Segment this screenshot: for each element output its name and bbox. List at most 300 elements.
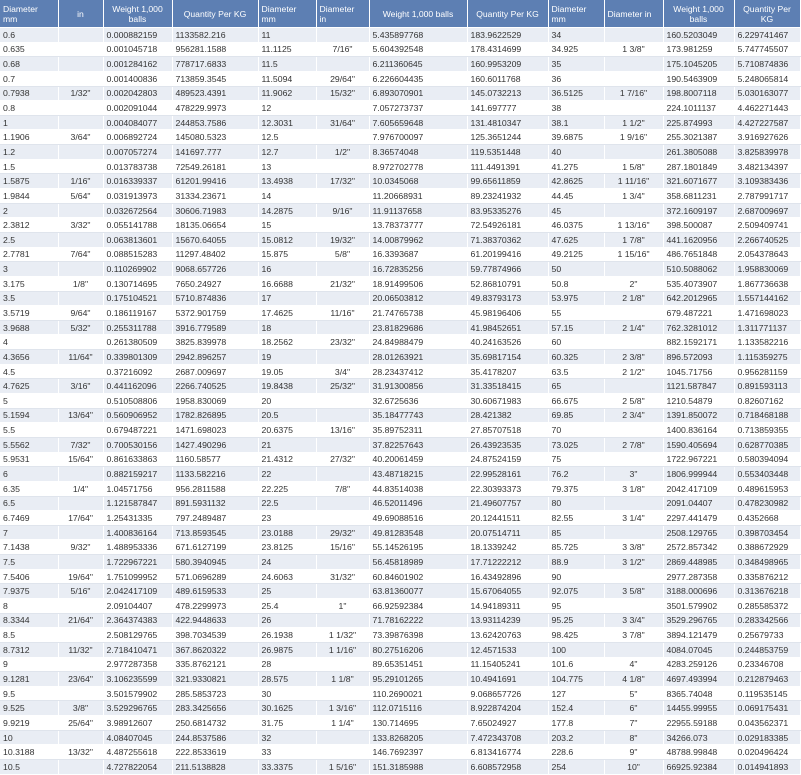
table-cell: 31334.23671	[172, 189, 258, 204]
table-cell	[316, 584, 369, 599]
table-cell: 1.133582216	[734, 335, 800, 350]
table-cell: 1 5/16"	[316, 760, 369, 775]
table-cell: 0.186119167	[103, 306, 172, 321]
table-cell: 21.4312	[258, 452, 316, 467]
table-cell: 0.212879463	[734, 672, 800, 687]
table-row	[0, 320, 800, 335]
table-cell: 2942.896257	[172, 350, 258, 365]
table-cell: 4 1/8"	[604, 672, 663, 687]
table-cell: 2869.448985	[663, 555, 734, 570]
table-cell	[316, 730, 369, 745]
table-cell: 57.15	[548, 320, 604, 335]
table-cell: 85.725	[548, 540, 604, 555]
table-cell: 98.425	[548, 628, 604, 643]
table-cell: 0.130714695	[103, 276, 172, 291]
table-cell: 8	[0, 598, 58, 613]
table-cell: 0.006892724	[103, 130, 172, 145]
table-cell: 33	[258, 745, 316, 760]
table-cell: 11/64"	[58, 350, 103, 365]
table-cell: 5.030163077	[734, 86, 800, 101]
table-cell: 177.8	[548, 716, 604, 731]
table-cell: 3 3/8"	[604, 540, 663, 555]
table-cell: 20.07514711	[467, 525, 548, 540]
table-cell: 489.6159533	[172, 584, 258, 599]
table-cell: 535.4073907	[663, 276, 734, 291]
table-cell	[316, 189, 369, 204]
table-cell: 71.78162222	[369, 613, 467, 628]
table-cell	[604, 452, 663, 467]
table-cell: 17.71222212	[467, 555, 548, 570]
table-cell: 1160.58577	[172, 452, 258, 467]
table-cell	[58, 335, 103, 350]
table-cell: 43.48718215	[369, 467, 467, 482]
table-cell: 28	[258, 657, 316, 672]
table-cell: 46.52011496	[369, 496, 467, 511]
table-cell: 1 7/8"	[604, 232, 663, 247]
table-cell: 80.27516206	[369, 642, 467, 657]
table-cell: 4.5	[0, 364, 58, 379]
table-cell: 18.1339242	[467, 540, 548, 555]
table-cell: 211.5138828	[172, 760, 258, 775]
table-cell: 372.1609197	[663, 203, 734, 218]
table-cell: 19/64"	[58, 569, 103, 584]
table-cell: 2977.287358	[663, 569, 734, 584]
table-cell: 1/4"	[58, 481, 103, 496]
table-cell	[58, 203, 103, 218]
table-cell: 7.9375	[0, 584, 58, 599]
table-cell: 44.45	[548, 189, 604, 204]
table-cell: 40	[548, 145, 604, 160]
header-row	[0, 0, 800, 28]
table-cell: 19.05	[258, 364, 316, 379]
table-cell: 11297.48402	[172, 247, 258, 262]
table-cell: 4697.493994	[663, 672, 734, 687]
table-cell: 22	[258, 467, 316, 482]
table-cell: 2	[0, 203, 58, 218]
table-cell: 14.94189311	[467, 598, 548, 613]
table-cell: 3.482134397	[734, 159, 800, 174]
table-cell: 12.3031	[258, 115, 316, 130]
table-cell: 224.1011137	[663, 101, 734, 116]
table-cell: 1.958830069	[734, 262, 800, 277]
table-cell: 3/8"	[58, 701, 103, 716]
table-cell: 244.8537586	[172, 730, 258, 745]
table-cell: 228.6	[548, 745, 604, 760]
table-cell: 16.43492896	[467, 569, 548, 584]
table-cell	[604, 642, 663, 657]
table-row	[0, 394, 800, 409]
table-cell: 2508.129765	[663, 525, 734, 540]
table-cell	[58, 467, 103, 482]
table-cell: 0.580394094	[734, 452, 800, 467]
table-cell: 4"	[604, 657, 663, 672]
table-cell	[58, 262, 103, 277]
table-cell: 254	[548, 760, 604, 775]
table-cell: 22.99528161	[467, 467, 548, 482]
table-cell: 0.255311788	[103, 320, 172, 335]
table-cell: 11.5	[258, 57, 316, 72]
table-cell: 0.82607162	[734, 394, 800, 409]
table-cell: 104.775	[548, 672, 604, 687]
header-weight-1: Weight 1,000 balls	[103, 0, 172, 28]
table-cell: 10.3188	[0, 745, 58, 760]
table-cell: 2.977287358	[103, 657, 172, 672]
table-cell: 0.441162096	[103, 379, 172, 394]
table-cell: 60.325	[548, 350, 604, 365]
table-cell: 3.5	[0, 291, 58, 306]
table-cell: 5/32"	[58, 320, 103, 335]
table-cell: 3894.121479	[663, 628, 734, 643]
table-cell: 1.5875	[0, 174, 58, 189]
table-cell: 55	[548, 306, 604, 321]
table-cell: 23.8125	[258, 540, 316, 555]
table-cell: 797.2489487	[172, 511, 258, 526]
table-cell	[316, 496, 369, 511]
table-cell: 1 1/8"	[316, 672, 369, 687]
table-cell: 15/64"	[58, 452, 103, 467]
table-cell: 1210.54879	[663, 394, 734, 409]
table-cell: 2 1/4"	[604, 320, 663, 335]
table-cell: 11.91137658	[369, 203, 467, 218]
table-cell: 30.60671983	[467, 394, 548, 409]
table-cell: 486.7651848	[663, 247, 734, 262]
table-cell: 0.8	[0, 101, 58, 116]
table-row	[0, 686, 800, 701]
table-cell: 35.89752311	[369, 423, 467, 438]
table-cell: 956.2811588	[172, 481, 258, 496]
table-row	[0, 408, 800, 423]
table-cell: 0.020496424	[734, 745, 800, 760]
table-cell: 1.25431335	[103, 511, 172, 526]
table-cell	[58, 115, 103, 130]
table-cell: 4.487255618	[103, 745, 172, 760]
table-cell: 0.861633863	[103, 452, 172, 467]
table-cell: 1/32"	[58, 86, 103, 101]
table-cell: 0.398703454	[734, 525, 800, 540]
table-row	[0, 350, 800, 365]
table-cell: 28.23437412	[369, 364, 467, 379]
table-cell: 3529.296765	[663, 613, 734, 628]
table-cell: 133.8268205	[369, 730, 467, 745]
table-cell: 4.08407045	[103, 730, 172, 745]
table-cell: 0.043562371	[734, 716, 800, 731]
table-cell: 642.2012965	[663, 291, 734, 306]
table-cell: 95	[548, 598, 604, 613]
table-cell: 250.6814732	[172, 716, 258, 731]
table-cell: 141.697777	[467, 101, 548, 116]
table-cell: 1.867736638	[734, 276, 800, 291]
table-cell: 60.84601902	[369, 569, 467, 584]
table-cell: 24.84988479	[369, 335, 467, 350]
table-cell: 13.93114239	[467, 613, 548, 628]
table-cell: 7.605659648	[369, 115, 467, 130]
table-cell: 183.9622529	[467, 28, 548, 43]
table-cell: 283.3425656	[172, 701, 258, 716]
table-cell: 4084.07045	[663, 642, 734, 657]
table-cell: 11/32"	[58, 642, 103, 657]
table-cell: 7.65024927	[467, 716, 548, 731]
table-cell: 10.4941691	[467, 672, 548, 687]
table-cell: 422.9448633	[172, 613, 258, 628]
table-cell: 35.18477743	[369, 408, 467, 423]
table-cell: 2 1/8"	[604, 291, 663, 306]
table-cell: 1.557144162	[734, 291, 800, 306]
table-cell	[58, 145, 103, 160]
table-cell: 5.710874836	[734, 57, 800, 72]
table-cell: 478.2299973	[172, 598, 258, 613]
table-cell: 49.2125	[548, 247, 604, 262]
table-cell: 8365.74048	[663, 686, 734, 701]
table-cell: 6.226604435	[369, 71, 467, 86]
table-cell: 28.421382	[467, 408, 548, 423]
table-cell	[604, 101, 663, 116]
table-cell: 2.364374383	[103, 613, 172, 628]
table-cell: 18	[258, 320, 316, 335]
table-cell: 10"	[604, 760, 663, 775]
table-cell: 15670.64055	[172, 232, 258, 247]
header-weight-2: Weight 1,000 balls	[369, 0, 467, 28]
table-row	[0, 569, 800, 584]
table-cell: 2.508129765	[103, 628, 172, 643]
table-cell: 1806.999944	[663, 467, 734, 482]
table-cell: 5	[0, 394, 58, 409]
table-row	[0, 379, 800, 394]
table-cell: 6.5	[0, 496, 58, 511]
table-cell	[316, 159, 369, 174]
table-cell: 441.1620956	[663, 232, 734, 247]
table-cell: 11.5094	[258, 71, 316, 86]
table-cell: 69.85	[548, 408, 604, 423]
table-cell: 119.5351448	[467, 145, 548, 160]
table-cell: 40.20061459	[369, 452, 467, 467]
table-row	[0, 745, 800, 760]
header-diameter-in-1: in	[58, 0, 103, 28]
table-cell	[316, 437, 369, 452]
table-row	[0, 540, 800, 555]
table-cell: 70	[548, 423, 604, 438]
table-cell	[316, 320, 369, 335]
table-row	[0, 203, 800, 218]
table-row	[0, 262, 800, 277]
table-cell: 17/32"	[316, 174, 369, 189]
table-row	[0, 145, 800, 160]
table-cell: 2572.857342	[663, 540, 734, 555]
table-cell: 11	[258, 28, 316, 43]
table-cell: 3501.579902	[663, 598, 734, 613]
table-cell: 0.339801309	[103, 350, 172, 365]
table-cell: 0.713859355	[734, 423, 800, 438]
table-cell: 65	[548, 379, 604, 394]
table-cell: 1 1/2"	[604, 115, 663, 130]
table-row	[0, 642, 800, 657]
table-cell: 73.025	[548, 437, 604, 452]
table-cell: 12.7	[258, 145, 316, 160]
table-cell: 2042.417109	[663, 481, 734, 496]
table-cell: 2.09104407	[103, 598, 172, 613]
table-cell: 125.3651244	[467, 130, 548, 145]
table-cell: 32	[258, 730, 316, 745]
table-cell	[58, 686, 103, 701]
table-row	[0, 276, 800, 291]
table-cell: 3.916927626	[734, 130, 800, 145]
table-cell: 30606.71983	[172, 203, 258, 218]
table-cell: 27/32"	[316, 452, 369, 467]
table-row	[0, 613, 800, 628]
table-cell: 0.7	[0, 71, 58, 86]
table-cell: 1391.850072	[663, 408, 734, 423]
table-cell: 95.29101265	[369, 672, 467, 687]
table-cell	[58, 657, 103, 672]
table-cell: 2.509409741	[734, 218, 800, 233]
table-cell: 1427.490296	[172, 437, 258, 452]
table-cell: 0.7938	[0, 86, 58, 101]
table-cell: 244853.7586	[172, 115, 258, 130]
table-cell: 6.7469	[0, 511, 58, 526]
table-cell: 1 3/8"	[604, 42, 663, 57]
table-cell: 17.4625	[258, 306, 316, 321]
table-cell: 0.956281159	[734, 364, 800, 379]
table-cell: 0.718468188	[734, 408, 800, 423]
table-cell: 26.9875	[258, 642, 316, 657]
table-row	[0, 28, 800, 43]
table-cell	[58, 364, 103, 379]
table-cell	[604, 525, 663, 540]
table-cell: 13.4938	[258, 174, 316, 189]
table-cell: 31/64"	[316, 115, 369, 130]
table-cell: 127	[548, 686, 604, 701]
table-cell: 13/16"	[316, 423, 369, 438]
table-row	[0, 701, 800, 716]
table-cell: 63.81360077	[369, 584, 467, 599]
table-cell: 8.7312	[0, 642, 58, 657]
table-cell: 48788.99848	[663, 745, 734, 760]
table-cell: 92.075	[548, 584, 604, 599]
table-cell: 23/64"	[58, 672, 103, 687]
table-cell: 7.5	[0, 555, 58, 570]
table-cell: 20.06503812	[369, 291, 467, 306]
table-row	[0, 42, 800, 57]
table-cell: 99.65611859	[467, 174, 548, 189]
table-cell: 1400.836164	[663, 423, 734, 438]
table-cell: 1.488953336	[103, 540, 172, 555]
table-cell: 18.2562	[258, 335, 316, 350]
table-cell: 9.068657726	[467, 686, 548, 701]
table-cell	[58, 57, 103, 72]
table-cell: 160.6011768	[467, 71, 548, 86]
table-cell: 3 1/4"	[604, 511, 663, 526]
table-cell: 75	[548, 452, 604, 467]
table-cell: 20.12441511	[467, 511, 548, 526]
table-cell	[604, 598, 663, 613]
table-cell: 9.525	[0, 701, 58, 716]
table-cell: 22.30393373	[467, 481, 548, 496]
table-cell: 24	[258, 555, 316, 570]
table-cell: 66.92592384	[369, 598, 467, 613]
table-cell: 4.727822054	[103, 760, 172, 775]
table-cell: 21	[258, 437, 316, 452]
table-row	[0, 437, 800, 452]
table-cell: 13	[258, 159, 316, 174]
table-cell: 222.8533619	[172, 745, 258, 760]
table-cell	[58, 423, 103, 438]
table-cell: 762.3281012	[663, 320, 734, 335]
table-cell: 1.751099952	[103, 569, 172, 584]
table-cell: 15.67064055	[467, 584, 548, 599]
table-cell: 20	[258, 394, 316, 409]
table-cell: 24.6063	[258, 569, 316, 584]
table-cell	[604, 335, 663, 350]
table-cell: 1121.587847	[663, 379, 734, 394]
table-cell: 2.042417109	[103, 584, 172, 599]
table-cell: 11.15405241	[467, 657, 548, 672]
table-cell	[316, 686, 369, 701]
table-cell: 66925.92384	[663, 760, 734, 775]
table-cell: 0.002042803	[103, 86, 172, 101]
table-cell: 5710.874836	[172, 291, 258, 306]
table-cell: 3	[0, 262, 58, 277]
table-cell: 7/64"	[58, 247, 103, 262]
table-row	[0, 71, 800, 86]
table-cell: 8.36574048	[369, 145, 467, 160]
table-cell: 8.972702778	[369, 159, 467, 174]
table-cell: 398.500087	[663, 218, 734, 233]
table-cell: 0.001045718	[103, 42, 172, 57]
table-cell: 367.8620322	[172, 642, 258, 657]
table-cell	[604, 262, 663, 277]
table-cell: 7/16"	[316, 42, 369, 57]
table-cell: 3 3/4"	[604, 613, 663, 628]
table-cell: 1 3/16"	[316, 701, 369, 716]
table-cell: 56.45818989	[369, 555, 467, 570]
header-diameter-in-2: Diameter in	[316, 0, 369, 28]
table-cell: 31.33518415	[467, 379, 548, 394]
table-cell: 95.25	[548, 613, 604, 628]
table-cell: 20.5	[258, 408, 316, 423]
table-row	[0, 86, 800, 101]
table-row	[0, 101, 800, 116]
table-cell: 146.7692397	[369, 745, 467, 760]
table-cell: 16.6688	[258, 276, 316, 291]
table-row	[0, 232, 800, 247]
table-cell: 44.83514038	[369, 481, 467, 496]
table-row	[0, 247, 800, 262]
table-row	[0, 159, 800, 174]
table-cell: 287.1801849	[663, 159, 734, 174]
table-cell: 2"	[604, 276, 663, 291]
table-cell: 72.54926181	[467, 218, 548, 233]
table-cell	[58, 730, 103, 745]
table-cell	[604, 496, 663, 511]
table-cell	[316, 101, 369, 116]
table-cell: 25	[258, 584, 316, 599]
table-cell: 13.78373777	[369, 218, 467, 233]
table-cell: 1"	[316, 598, 369, 613]
table-cell: 0.891593113	[734, 379, 800, 394]
table-cell: 1 15/16"	[604, 247, 663, 262]
table-cell: 30.1625	[258, 701, 316, 716]
table-cell: 0.882159217	[103, 467, 172, 482]
table-cell: 4.3656	[0, 350, 58, 365]
table-cell	[316, 291, 369, 306]
table-cell: 9/32"	[58, 540, 103, 555]
table-cell: 1 9/16"	[604, 130, 663, 145]
table-cell: 0.700530156	[103, 437, 172, 452]
table-cell: 1 3/4"	[604, 189, 663, 204]
table-cell: 6.35	[0, 481, 58, 496]
table-cell: 3.825839978	[734, 145, 800, 160]
table-cell: 679.487221	[663, 306, 734, 321]
table-cell: 2.687009697	[734, 203, 800, 218]
